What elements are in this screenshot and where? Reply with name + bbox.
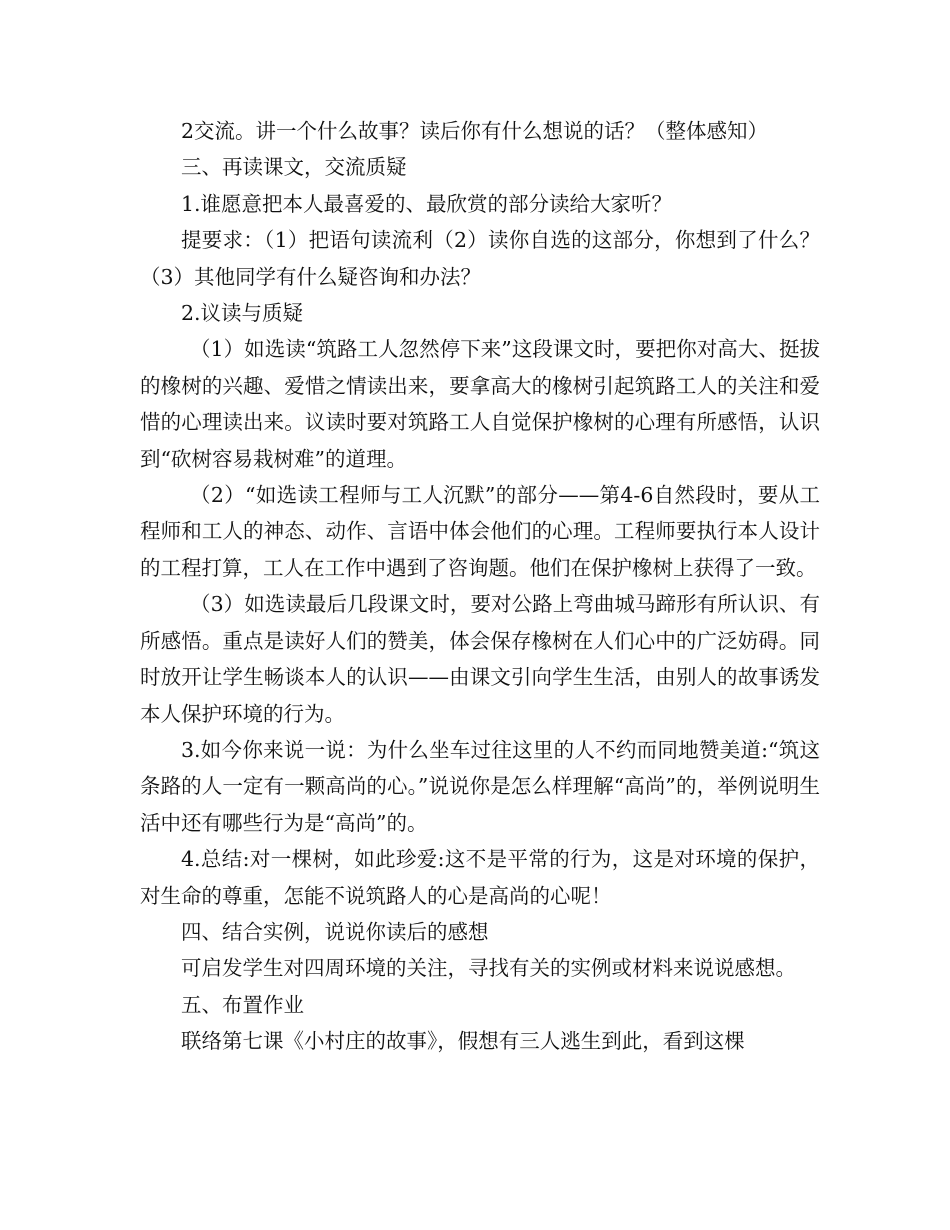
section-heading-reread: 三、再读课文，交流质疑 <box>181 155 407 180</box>
document-body <box>140 113 820 1060</box>
section-heading-examples: 四、结合实例，说说你读后的感想 <box>181 919 489 944</box>
section-heading-homework: 五、布置作业 <box>181 992 304 1017</box>
paragraph-exchange: 2交流。讲一个什么故事？读后你有什么想说的话？（整体感知） <box>181 119 769 143</box>
paragraph-step-2: 2.议读与质疑 <box>181 301 304 326</box>
paragraph-reading-3: （3）如选读最后几段课文时，要对公路上弯曲城马蹄形有所认识、有所感悟。重点是读好人们的赞美，体会保存橡树在人们心中的广泛妨碍。同时放开让学生畅谈本人的认识——由课文引向学生生活，由别人的故事诱发本人保护环境的行为。 <box>140 592 820 726</box>
paragraph-requirements: 提要求：（1）把语句读流利（2）读你自选的这部分，你想到了什么？（3）其他同学有什么疑咨询和办法？ <box>140 228 820 289</box>
paragraph-reading-2: （2）“如选读工程师与工人沉默”的部分——第4-6自然段时，要从工程师和工人的神态、动作、言语中体会他们的心理。工程师要执行本人设计的工程打算，工人在工作中遇到了咨询题。他们在保护橡树上获得了一致。 <box>140 483 820 580</box>
paragraph-reading-1: （1）如选读“筑路工人忽然停下来”这段课文时，要把你对高大、挺拔的橡树的兴趣、爱惜之情读出来，要拿高大的橡树引起筑路工人的关注和爱惜的心理读出来。议读时要对筑路工人自觉保护橡树的心理有所感悟，认识到“砍树容易栽树难”的道理。 <box>140 337 820 471</box>
paragraph-step-1: 1.谁愿意把本人最喜爱的、最欣赏的部分读给大家听？ <box>181 191 673 216</box>
paragraph-summary: 4.总结:对一棵树，如此珍爱:这不是平常的行为，这是对环境的保护，对生命的尊重，怎能不说筑路人的心是高尚的心呢！ <box>140 847 820 908</box>
paragraph-homework: 联络第七课《小村庄的故事》，假想有三人逃生到此，看到这棵 <box>181 1029 745 1054</box>
paragraph-inspire: 可启发学生对四周环境的关注，寻找有关的实例或材料来说说感想。 <box>181 956 796 981</box>
paragraph-step-3: 3.如今你来说一说：为什么坐车过往这里的人不约而同地赞美道:“筑这条路的人一定有一颗高尚的心。”说说你是怎么样理解“高尚”的，举例说明生活中还有哪些行为是“高尚”的。 <box>140 737 820 835</box>
